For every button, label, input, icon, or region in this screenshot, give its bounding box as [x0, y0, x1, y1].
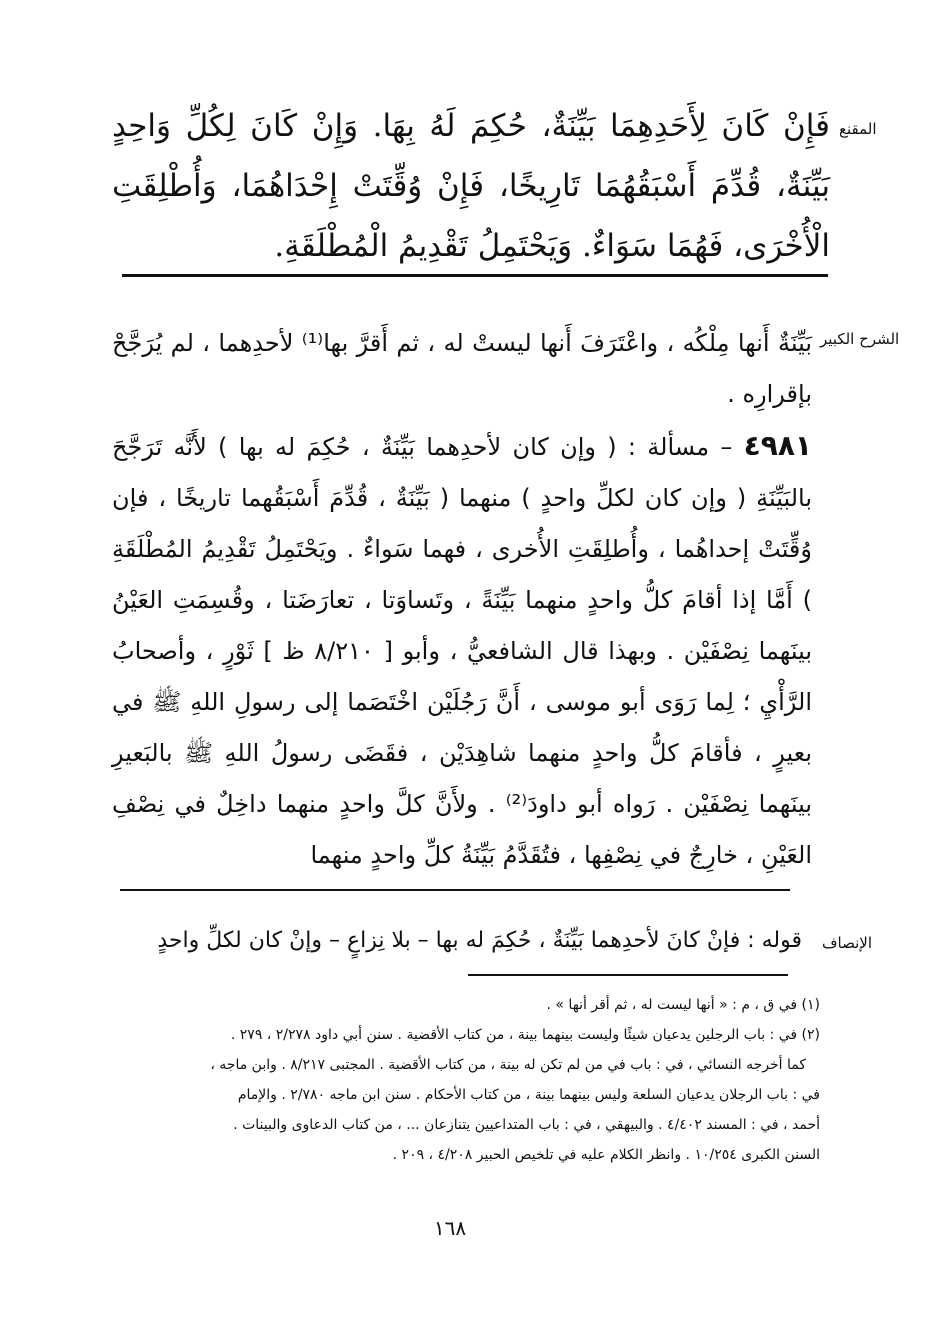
sharh-paragraph-2 — [112, 420, 812, 881]
sharh-paragraph-1: بَيِّنَةٌ أَنها مِلْكُه ، واعْتَرَفَ أَنها ليستْ له ، ثم أَقرَّ بها⁽¹⁾ لأحدِهما ، لم يُرَجَّحْ بإقرارِه . — [112, 329, 813, 408]
footnote-2-cont: في : باب الرجلان يدعيان السلعة وليس بينهما بينة ، من كتاب الأحكام . سنن ابن ماجه ٢/٧٨٠ . والإمام — [237, 1087, 820, 1103]
footnote-1: (١) في ق ، م : « أنها ليست له ، ثم أقر أنها » . — [546, 997, 820, 1013]
insaf-text-block — [112, 921, 802, 961]
label-sharh: الشرح الكبير — [820, 330, 900, 348]
label-muqni: المقنع — [839, 120, 877, 138]
footnote-divider — [468, 974, 788, 976]
footnotes — [108, 990, 820, 1170]
section-divider-thick — [122, 274, 828, 277]
footnote-2: (٢) في : باب الرجلين يدعيان شيئًا وليست بينهما بينة ، من كتاب الأقضية . سنن أبي داود ٢/٢٧٨ ، ٢٧٩ . — [230, 1027, 820, 1043]
footnote-2-cont: أحمد ، في : المسند ٤/٤٠٢ . والبيهقي ، في : باب المتداعيين يتنازعان ... ، من كتاب الدعاوى والبينات . — [233, 1117, 820, 1133]
masala-text: – مسألة : ( وإن كان لأحدِهما بَيِّنَةٌ ، حُكِمَ له بها ) لأَنَّه تَرَجَّحَ بالبَيِّنَةِ ( وإن كان لكلِّ واحدٍ ) منهما ( بَيِّنَةٌ ، قُدِّمَ أَسْبَقُهما تاريخًا ، فإن وُقِّتَتْ إحداهُما ، وأُطلِقَتِ الأُخرى ، فهما سَواءٌ . ويَحْتَمِلُ تَقْدِيمُ المُطْلَقَةِ ) أَمَّا إذا أقامَ كلُّ واحدٍ منهما بَيِّنَةً ، وتَساوَتا ، تعارَضَتا ، وقُسِمَتِ العَيْنُ بينَهما نِصْفَيْن . وبهذا قال الشافعيُّ ، وأبو [ ٨/٢١٠ ظ ] ثَوْرٍ ، وأصحابُ الرَّأْيِ ؛ لِما رَوَى أبو موسى ، أَنَّ رَجُلَيْن اخْتَصَما إلى رسولِ اللهِ ﷺ في بعيرٍ ، فأقامَ كلُّ واحدٍ منهما شاهِدَيْن ، فقَضَى رسولُ اللهِ ﷺ بالبَعيرِ بينَهما نِصْفَيْن . رَواه أبو داودَ⁽²⁾ . ولأَنَّ كلَّ واحدٍ منهما داخِلٌ في نِصْفِ العَيْنِ ، خارِجٌ في نِصْفِها ، فتُقَدَّمُ بَيِّنَةُ كلِّ واحدٍ منهما — [112, 433, 812, 869]
masala-number: ٤٩٨١ — [743, 429, 812, 462]
sharh-text-block — [112, 318, 812, 881]
muqni-paragraph: فَإِنْ كَانَ لِأَحَدِهِمَا بَيِّنَةٌ، حُكِمَ لَهُ بِهَا. وَإِنْ كَانَ لِكُلِّ وَاحِدٍ بَيِّنَةٌ، قُدِّمَ أَسْبَقُهُمَا تَارِيخًا، فَإِنْ وُقِّتَتْ إِحْدَاهُمَا، وَأُطْلِقَتِ الْأُخْرَى، فَهُمَا سَوَاءٌ. وَيَحْتَمِلُ تَقْدِيمُ الْمُطْلَقَةِ. — [112, 108, 830, 264]
label-insaf: الإنصاف — [822, 934, 873, 952]
page-number: ١٦٨ — [433, 1216, 467, 1240]
muqni-text-block — [112, 96, 830, 276]
insaf-paragraph: قوله : فإنْ كانَ لأحدِهما بَيِّنَةٌ ، حُكِمَ له بها – بلا نِزاعٍ – وإنْ كان لكلِّ واحدٍ — [157, 928, 802, 953]
section-divider — [120, 889, 790, 891]
footnote-2-cont: كما أخرجه النسائي ، في : باب في من لم تكن له بينة ، من كتاب الأقضية . المجتبى ٨/٢١٧ . وابن ماجه ، — [210, 1057, 806, 1073]
footnote-2-cont: السنن الكبرى ١٠/٢٥٤ . وانظر الكلام عليه في تلخيص الحبير ٤/٢٠٨ ، ٢٠٩ . — [392, 1147, 820, 1163]
